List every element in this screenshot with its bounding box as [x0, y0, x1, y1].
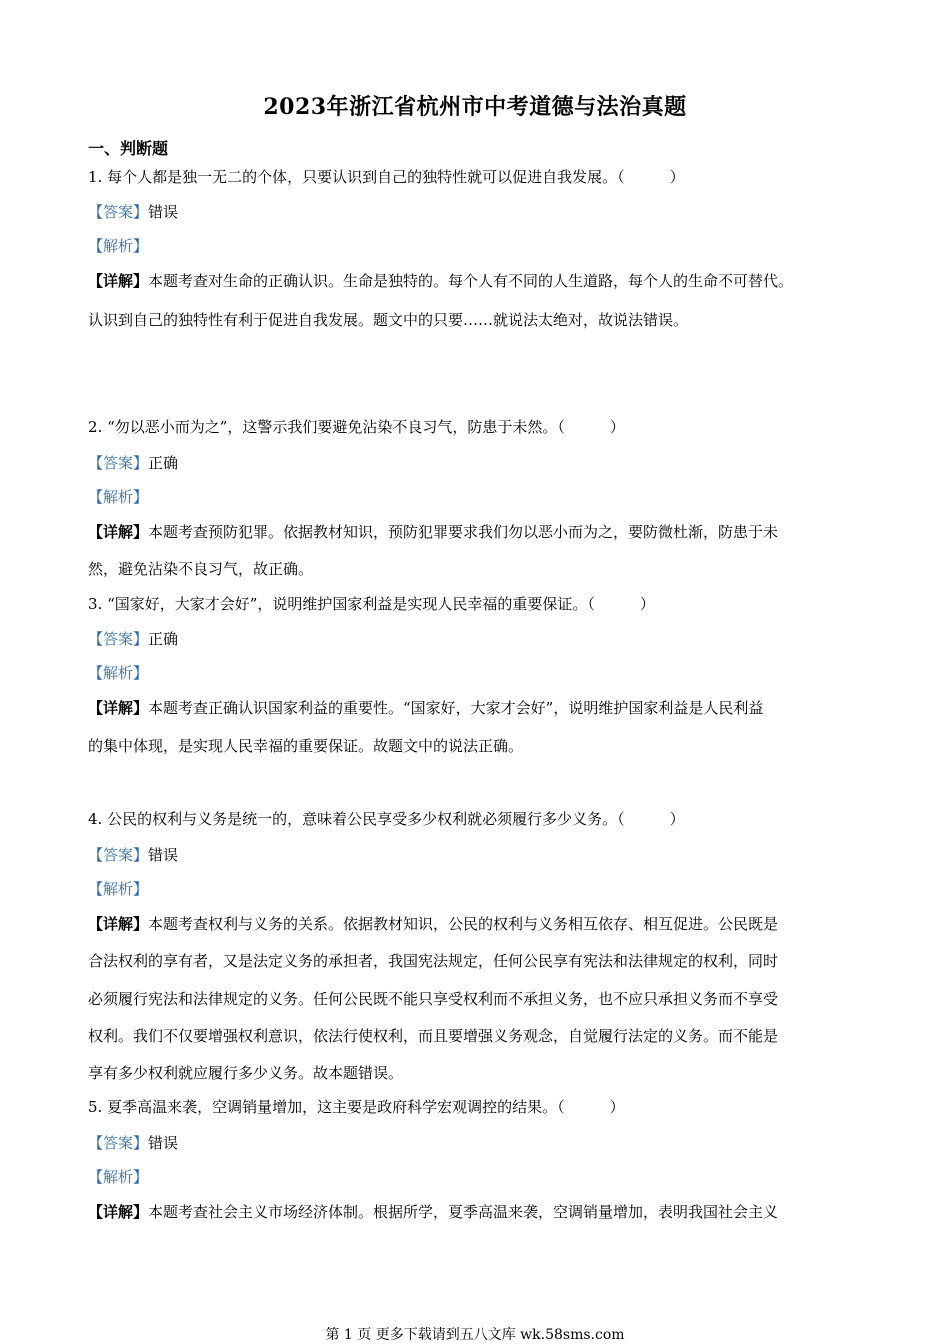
- answer-line: [88, 452, 178, 473]
- answer-value: 正确: [148, 630, 179, 648]
- detail-text: 必须履行宪法和法律规定的义务。任何公民既不能只享受权利而不承担义务，也不应只承担义务而不享受: [88, 990, 779, 1008]
- answer-line: [88, 844, 178, 865]
- answer-line: [88, 201, 178, 222]
- answer-line: [88, 1132, 178, 1153]
- detail-text: 认识到自己的独特性有利于促进自我发展。题文中的只要……就说法太绝对，故说法错误。: [88, 311, 689, 329]
- detail-tag: 【详解】: [88, 272, 149, 290]
- analysis-tag: 【解析】: [88, 237, 149, 255]
- answer-tag: 【答案】: [88, 1134, 149, 1152]
- detail-text: 的集中体现，是实现人民幸福的重要保证。故题文中的说法正确。: [88, 737, 524, 755]
- answer-value: 错误: [148, 203, 179, 221]
- detail-text: 本题考查预防犯罪。依据教材知识，预防犯罪要求我们勿以恶小而为之，要防微杜渐，防患于未: [148, 523, 779, 541]
- question-text: 2. “勿以恶小而为之”，这警示我们要避免沾染不良习气，防患于未然。（ ）: [88, 418, 625, 436]
- detail-text: 合法权利的享有者，又是法定义务的承担者，我国宪法规定，任何公民享有宪法和法律规定的权利，同时: [88, 952, 779, 970]
- question-text: 5. 夏季高温来袭，空调销量增加，这主要是政府科学宏观调控的结果。（ ）: [88, 1098, 625, 1116]
- question-text: 1. 每个人都是独一无二的个体，只要认识到自己的独特性就可以促进自我发展。（ ）: [88, 168, 685, 186]
- answer-tag: 【答案】: [88, 630, 149, 648]
- answer-value: 错误: [148, 846, 179, 864]
- detail-tag: 【详解】: [88, 699, 149, 717]
- detail-line: [88, 1201, 778, 1222]
- detail-text: 然，避免沾染不良习气，故正确。: [88, 560, 314, 578]
- question-text: 3. “国家好，大家才会好”，说明维护国家利益是实现人民幸福的重要保证。（ ）: [88, 595, 655, 613]
- detail-text: 本题考查权利与义务的关系。依据教材知识，公民的权利与义务相互依存、相互促进。公民既是: [148, 915, 779, 933]
- detail-line: [88, 913, 778, 934]
- detail-tag: 【详解】: [88, 915, 149, 933]
- answer-tag: 【答案】: [88, 454, 149, 472]
- detail-text: 本题考查社会主义市场经济体制。根据所学，夏季高温来袭，空调销量增加，表明我国社会主义: [148, 1203, 779, 1221]
- detail-line: [88, 521, 778, 542]
- answer-value: 正确: [148, 454, 179, 472]
- analysis-tag: 【解析】: [88, 1168, 149, 1186]
- detail-text: 享有多少权利就应履行多少义务。故本题错误。: [88, 1064, 404, 1082]
- answer-line: [88, 628, 178, 649]
- section-heading: 一、判断题: [88, 139, 169, 158]
- analysis-tag: 【解析】: [88, 664, 149, 682]
- analysis-tag: 【解析】: [88, 880, 149, 898]
- detail-text: 本题考查对生命的正确认识。生命是独特的。每个人有不同的人生道路，每个人的生命不可替代。: [148, 272, 794, 290]
- detail-line: [88, 270, 793, 291]
- answer-tag: 【答案】: [88, 203, 149, 221]
- analysis-tag: 【解析】: [88, 488, 149, 506]
- question-text: 4. 公民的权利与义务是统一的，意味着公民享受多少权利就必须履行多少义务。（ ）: [88, 810, 685, 828]
- answer-tag: 【答案】: [88, 846, 149, 864]
- detail-line: [88, 697, 763, 718]
- page-title: 2023年浙江省杭州市中考道德与法治真题: [263, 94, 687, 120]
- detail-text: 本题考查正确认识国家利益的重要性。“国家好，大家才会好”，说明维护国家利益是人民利益: [148, 699, 764, 717]
- answer-value: 错误: [148, 1134, 179, 1152]
- page-footer: 第 1 页 更多下载请到五八文库 wk.58sms.com: [325, 1327, 625, 1343]
- detail-tag: 【详解】: [88, 523, 149, 541]
- detail-tag: 【详解】: [88, 1203, 149, 1221]
- detail-text: 权利。我们不仅要增强权利意识，依法行使权利，而且要增强义务观念，自觉履行法定的义务。而不能是: [88, 1027, 779, 1045]
